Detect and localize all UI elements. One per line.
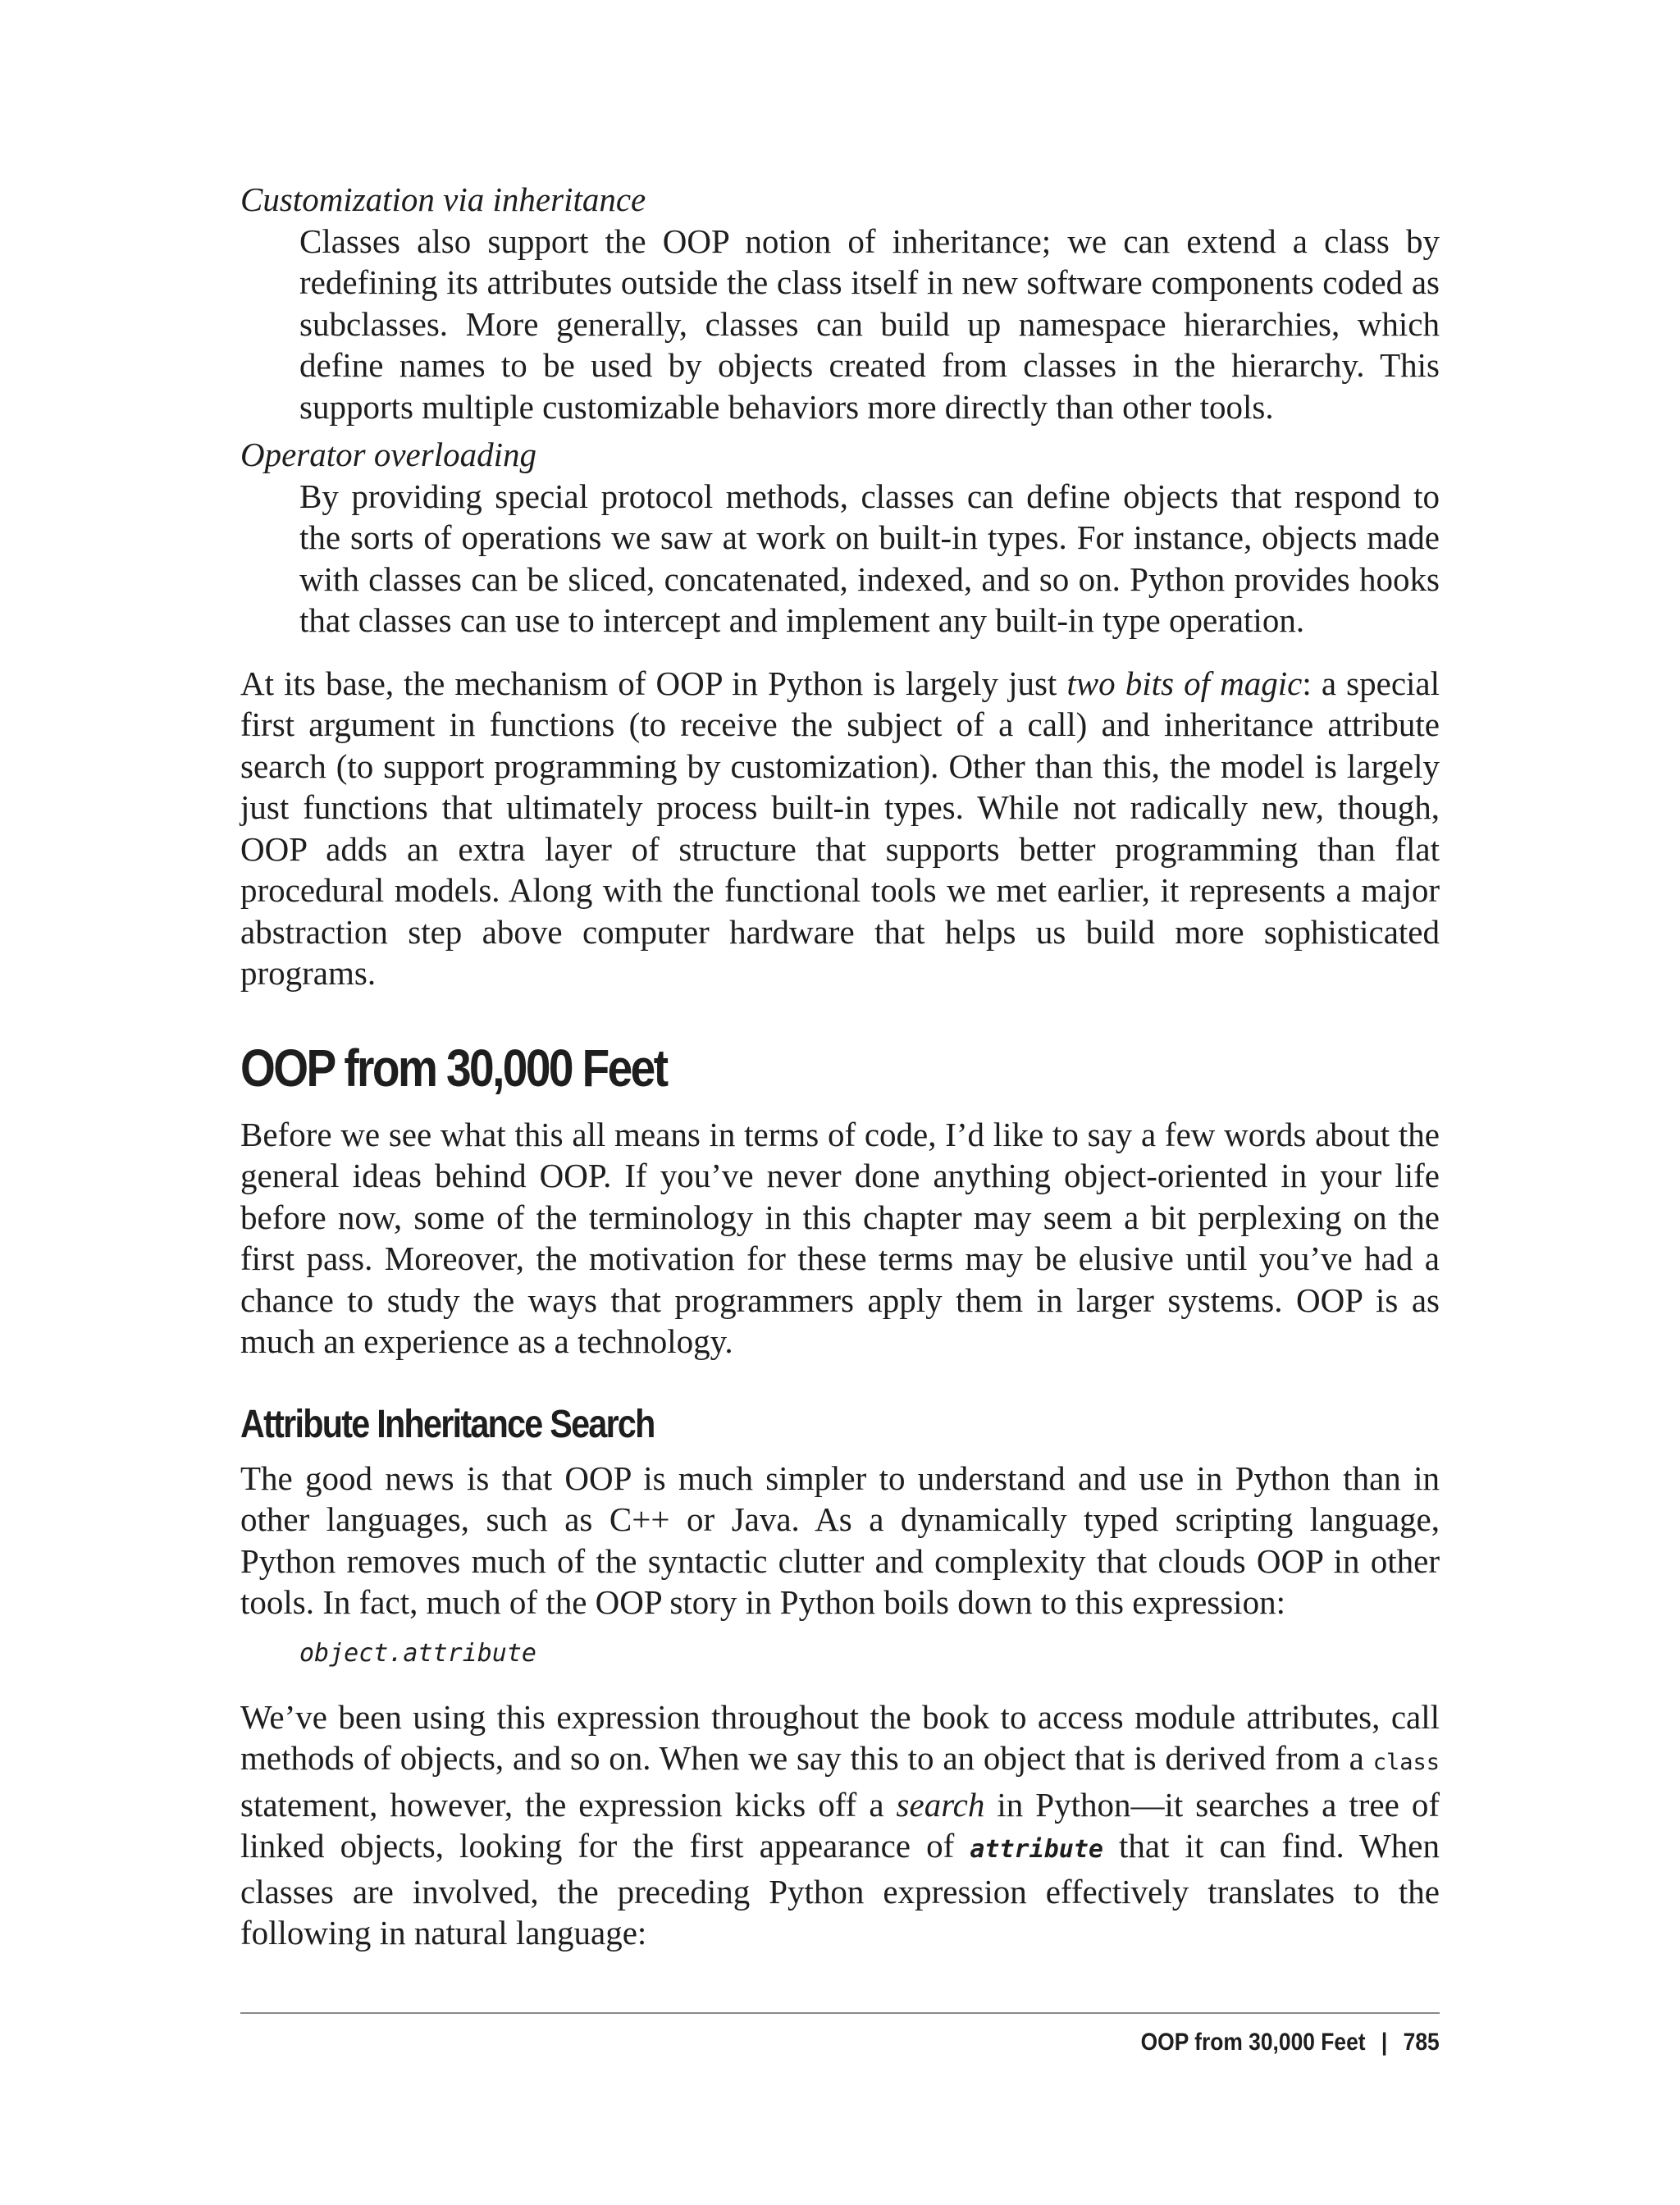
page-footer — [1141, 2026, 1440, 2059]
emphasis-two-bits-of-magic: two bits of magic — [1066, 664, 1303, 702]
footer-separator: | — [1381, 2029, 1388, 2056]
code-class-keyword: class — [1372, 1750, 1440, 1775]
subsection-heading: Attribute Inheritance Search — [240, 1402, 655, 1446]
paragraph-oop-base: At its base, the mechanism of OOP in Python is largely just two bits of magic: a special first argument in functions (to receive the subject of a call) and inheritance attribute search (to support programming by customization). Other than this, the model is largely just functions that ultimately process built-in types. While not radically new, though, OOP adds an extra layer of structure that supports better programming than flat procedural models. Along with the functional tools we met earlier, it represents a major abstraction step above computer hardware that helps us build more sophisticated programs. — [240, 664, 1440, 992]
section-heading: OOP from 30,000 Feet — [240, 1038, 667, 1098]
code-object-attribute: object.attribute — [299, 1638, 536, 1668]
term-customization: Customization via inheritance — [240, 180, 646, 218]
emphasis-search: search — [896, 1785, 985, 1824]
definition-operator-overloading: By providing special protocol methods, classes can define objects that respond to the sorts of operations we saw at work on built-in types. For instance, objects made with classes can be sliced, concatenated, indexed, and so on. Python provides hooks that classes can use to intercept and implement any built-in type operation. — [299, 477, 1440, 639]
footer-rule — [240, 2012, 1440, 2014]
paragraph-expression-usage: We’ve been using this expression throughout the book to access module attributes, call methods of objects, and so on. When we say this to an object that is derived from a class statement, however, the expression kicks off a search in Python—it searches a tree of linked objects, looking for the first appearance of attribute that it can find. When classes are involved, the preceding Python expression effectively translates to the following in natural language: — [240, 1697, 1440, 1952]
running-title: OOP from 30,000 Feet — [1140, 2029, 1366, 2056]
paragraph-oop-overview: Before we see what this all means in terms of code, I’d like to say a few words about the general ideas behind OOP. If you’ve never done anything object-oriented in your life before now, some of the terminology in this chapter may seem a bit perplexing on the first pass. Moreover, the motivation for these terms may be elusive until you’ve had a chance to study the ways that programmers apply them in larger systems. OOP is as much an experience as a technology. — [240, 1115, 1440, 1360]
page-content — [240, 179, 1440, 1982]
definition-customization: Classes also support the OOP notion of inheritance; we can extend a class by redefining its attributes outside the class itself in new software components coded as subclasses. More generally, classes can build up namespace hierarchies, which define names to be used by objects created from classes in the hierarchy. This supports multiple customizable behaviors more directly than other tools. — [299, 221, 1440, 426]
code-attribute: attribute — [970, 1835, 1103, 1864]
term-operator-overloading: Operator overloading — [240, 436, 536, 473]
paragraph-good-news: The good news is that OOP is much simpler to understand and use in Python than in other languages, such as C++ or Java. As a dynamically typed scripting language, Python removes much of the syntactic clutter and complexity that clouds OOP in other tools. In fact, much of the OOP story in Python boils down to this expression: — [240, 1459, 1440, 1621]
code-example — [299, 1632, 1440, 1672]
page-number: 785 — [1403, 2029, 1440, 2056]
term-list — [240, 179, 1440, 641]
